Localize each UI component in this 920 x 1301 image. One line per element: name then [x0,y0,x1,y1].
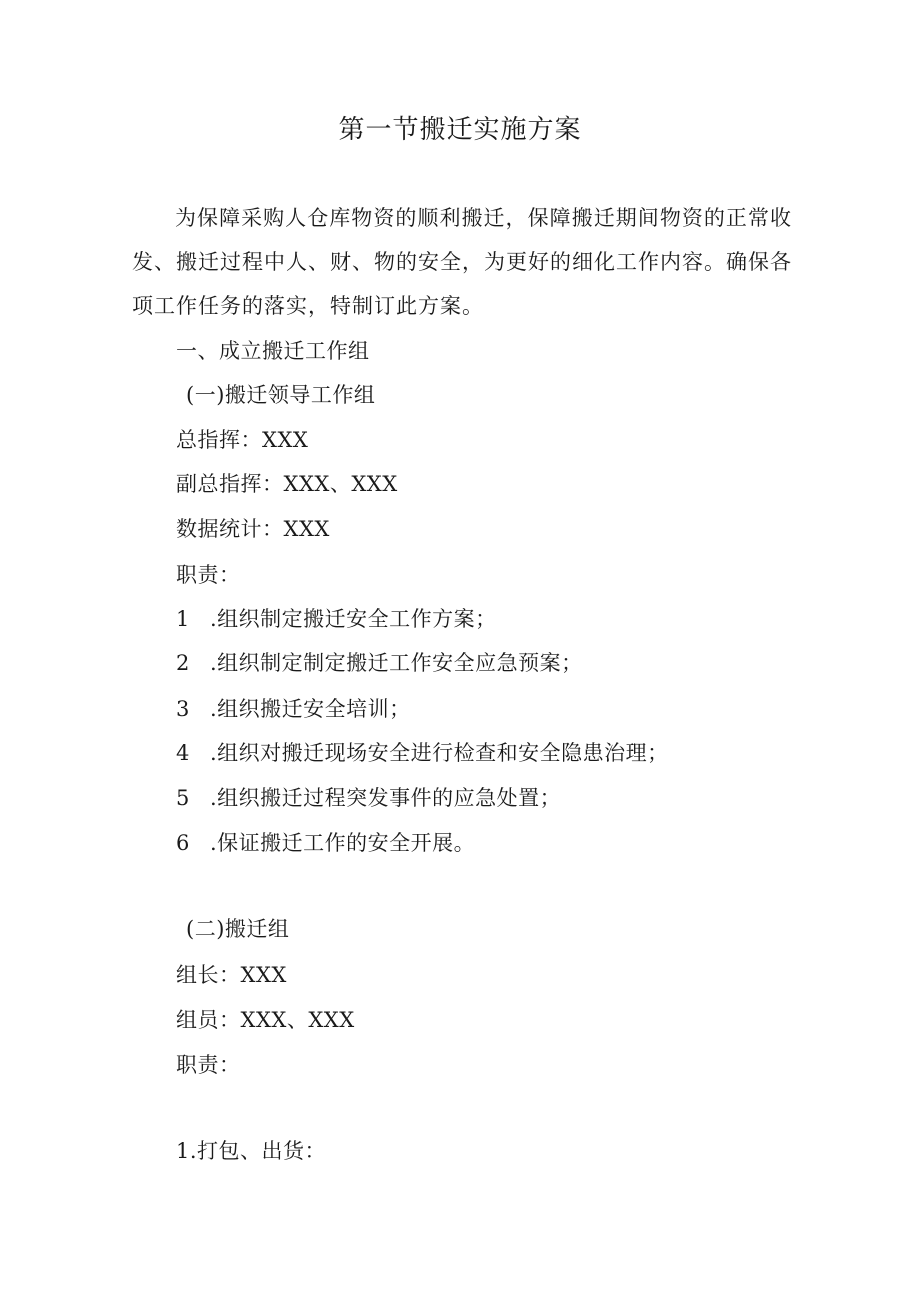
duty-text: .组织制定制定搬迁工作安全应急预案； [210,651,583,675]
group1-heading: (一)搬迁领导工作组 [186,383,376,407]
duty-text: .组织搬迁过程突发事件的应急处置； [210,786,562,810]
group1-duties-label: 职责： [176,563,241,587]
group2-item-1: 1.打包、出货： [176,1139,327,1163]
duty-item [176,604,497,634]
duty-text: .组织制定搬迁安全工作方案； [210,607,497,631]
document-title: 第一节搬迁实施方案 [338,115,582,145]
duty-number: 1 [176,607,190,631]
group1-stats: 数据统计：XXX [176,517,330,541]
group2-heading: (二)搬迁组 [186,917,290,941]
group1-deputy: 副总指挥：XXX、XXX [176,472,398,496]
intro-paragraph: 为保障采购人仓库物资的顺利搬迁，保障搬迁期间物资的正常收发、搬迁过程中人、财、物的安全，为更好的细化工作内容。确保各项工作任务的落实，特制订此方案。 [132,206,792,318]
section-heading: 一、成立搬迁工作组 [176,339,370,363]
duty-number: 3 [176,697,190,721]
duty-item [176,828,475,858]
duty-text: .组织搬迁安全培训； [210,697,411,721]
group2-leader: 组长：XXX [176,963,287,987]
duty-number: 5 [176,786,190,810]
duty-item [176,783,561,813]
group1-commander: 总指挥：XXX [176,428,309,452]
duty-text: .保证搬迁工作的安全开展。 [210,831,476,855]
duty-item [176,648,583,678]
duty-number: 2 [176,651,190,675]
duty-item [176,694,411,724]
duty-text: .组织对搬迁现场安全进行检查和安全隐患治理； [210,741,669,765]
duty-item [176,738,669,768]
duty-number: 4 [176,741,190,765]
duty-number: 6 [176,831,190,855]
group2-members: 组员：XXX、XXX [176,1008,355,1032]
group2-duties-label: 职责： [176,1053,241,1077]
